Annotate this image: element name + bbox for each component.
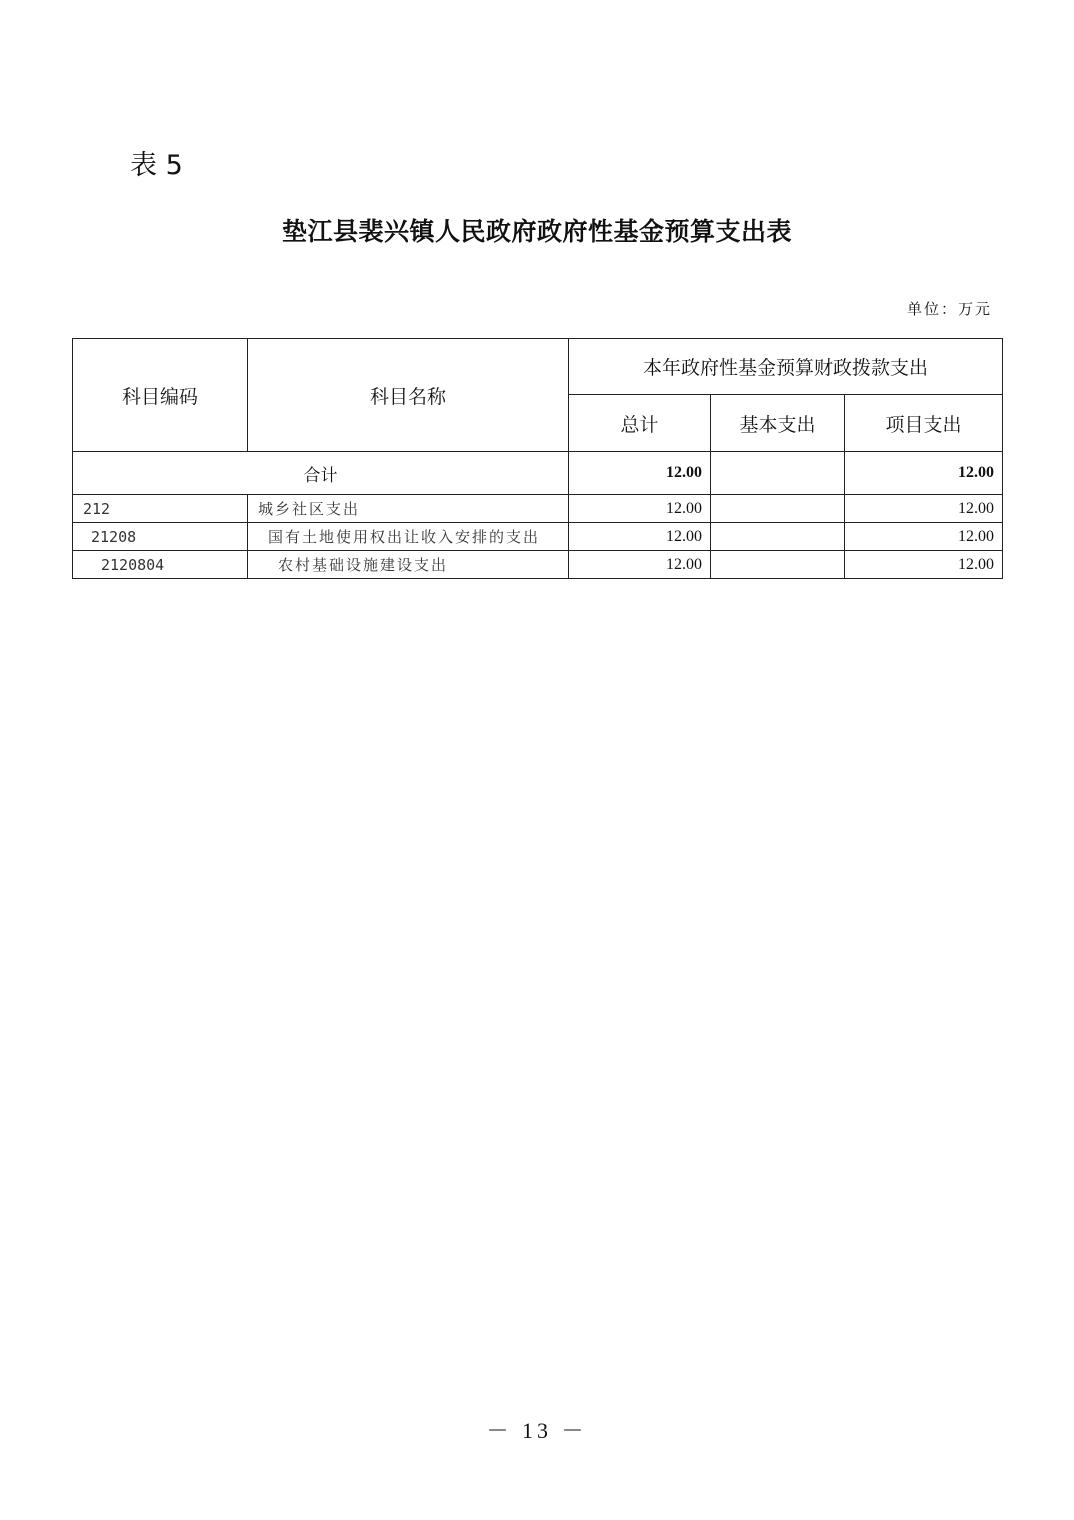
- header-row-1: [73, 339, 1003, 395]
- total-label: 合计: [73, 452, 569, 495]
- row-project: 12.00: [845, 495, 1003, 523]
- row-name: 农村基础设施建设支出: [248, 551, 569, 579]
- document-title: 垫江县裴兴镇人民政府政府性基金预算支出表: [281, 217, 792, 246]
- table-number: 表 5: [130, 150, 183, 181]
- unit-label: 单位：万元: [906, 300, 992, 318]
- table-row: [73, 523, 1003, 551]
- column-header-name: 科目名称: [248, 339, 569, 452]
- total-row: [73, 452, 1003, 495]
- row-basic: [711, 495, 845, 523]
- row-name: 国有土地使用权出让收入安排的支出: [248, 523, 569, 551]
- row-name: 城乡社区支出: [248, 495, 569, 523]
- row-code: 2120804: [73, 551, 248, 579]
- row-code: 21208: [73, 523, 248, 551]
- column-header-basic: 基本支出: [711, 395, 845, 452]
- row-total: 12.00: [569, 495, 711, 523]
- row-project: 12.00: [845, 523, 1003, 551]
- total-cell-basic: [711, 452, 845, 495]
- column-header-code: 科目编码: [73, 339, 248, 452]
- table-row: [73, 551, 1003, 579]
- column-header-total: 总计: [569, 395, 711, 452]
- column-group-header: 本年政府性基金预算财政拨款支出: [569, 339, 1003, 395]
- row-basic: [711, 551, 845, 579]
- column-header-project: 项目支出: [845, 395, 1003, 452]
- budget-table: [72, 338, 1003, 579]
- row-total: 12.00: [569, 551, 711, 579]
- total-cell-project: 12.00: [845, 452, 1003, 495]
- row-project: 12.00: [845, 551, 1003, 579]
- row-basic: [711, 523, 845, 551]
- row-code: 212: [73, 495, 248, 523]
- page-number: － 13 －: [486, 1418, 588, 1443]
- table-row: [73, 495, 1003, 523]
- row-total: 12.00: [569, 523, 711, 551]
- total-cell-total: 12.00: [569, 452, 711, 495]
